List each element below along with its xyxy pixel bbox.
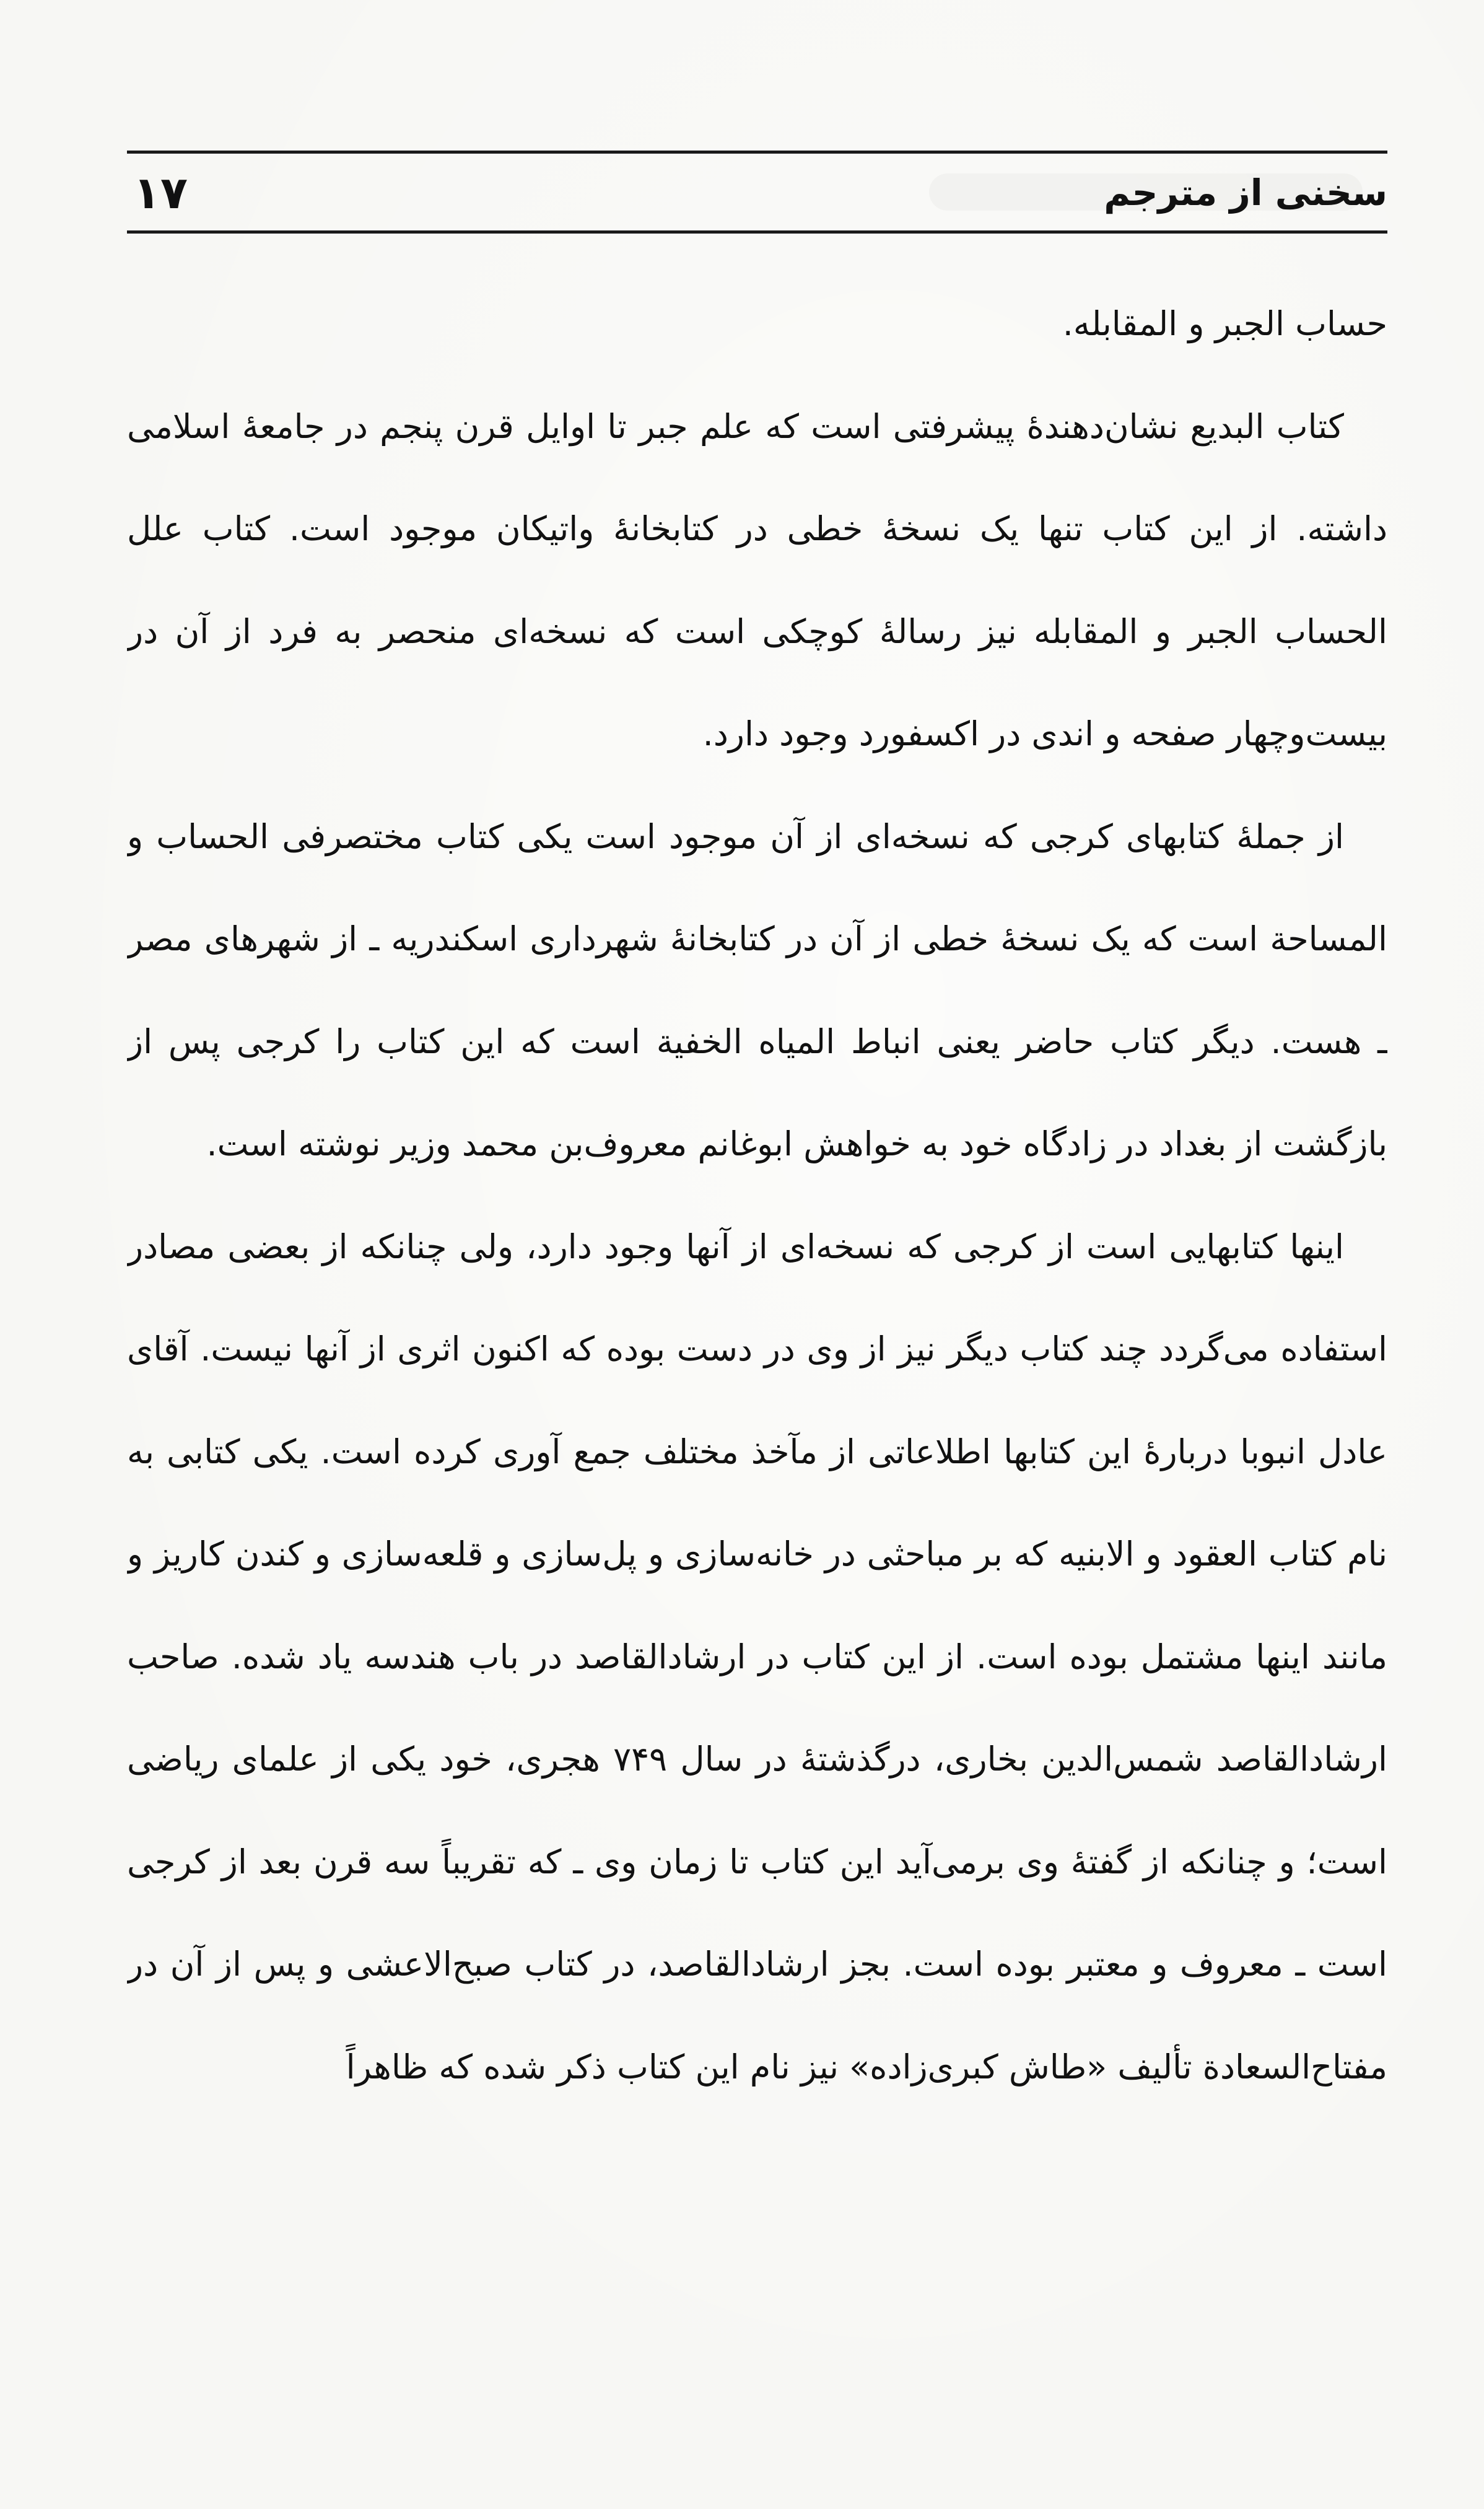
header-bottom-rule [127,230,1387,234]
running-title: سخنی از مترجم [1104,172,1387,214]
paragraph-4: اینها کتابهایی است از کرجی که نسخه‌ای از آنها وجود دارد، ولی چنانکه از بعضی مصادر استفاده می‌گردد چند کتاب دیگر نیز از وی در دست بوده که اکنون اثری از آنها نیست. آقای عادل انبوبا دربارهٔ این کتابها اطلاعاتی از مآخذ مختلف جمع آوری کرده است. یکی کتابی به نام کتاب العقود و الابنیه که بر مباحثی در خانه‌سازی و پل‌سازی و قلعه‌سازی و کندن کاریز و مانند اینها مشتمل بوده است. از این کتاب در ارشادالقاصد در باب هندسه یاد شده. صاحب ارشادالقاصد شمس‌الدین بخاری، درگذشتهٔ در سال ۷۴۹ هجری، خود یکی از علمای ریاضی است؛ و چنانکه از گفتهٔ وی برمی‌آید این کتاب تا زمان وی ـ که تقریباً سه قرن بعد از کرجی است ـ معروف و معتبر بوده است. بجز ارشادالقاصد، در کتاب صبح‌الاعشی و پس از آن در مفتاح‌السعادة تألیف «طاش کبری‌زاده» نیز نام این کتاب ذکر شده که ظاهراً [127,1227,1387,2086]
paragraph-2: کتاب البدیع نشان‌دهندهٔ پیشرفتی است که علم جبر تا اوایل قرن پنجم در جامعهٔ اسلامی داشته. از این کتاب تنها یک نسخهٔ خطی در کتابخانهٔ واتیکان موجود است. کتاب علل الحساب الجبر و المقابله نیز رسالهٔ کوچکی است که نسخه‌ای منحصر به فرد از آن در بیست‌وچهار صفحه و اندی در اکسفورد وجود دارد. [127,406,1387,753]
running-header [127,156,1387,229]
header-top-rule [127,151,1387,154]
page-number: ۱۷ [133,167,188,219]
paragraph-1: حساب الجبر و المقابله. [1062,304,1387,343]
body-text [127,273,1387,2274]
paragraph-3: از جملهٔ کتابهای کرجی که نسخه‌ای از آن موجود است یکی کتاب مختصرفی الحساب و المساحة است که یک نسخهٔ خطی از آن در کتابخانهٔ شهرداری اسکندریه ـ از شهرهای مصر ـ هست. دیگر کتاب حاضر یعنی انباط المیاه الخفیة است که این کتاب را کرجی پس از بازگشت از بغداد در زادگاه خود به خواهش ابوغانم معروف‌بن محمد وزیر نوشته است. [127,817,1387,1163]
